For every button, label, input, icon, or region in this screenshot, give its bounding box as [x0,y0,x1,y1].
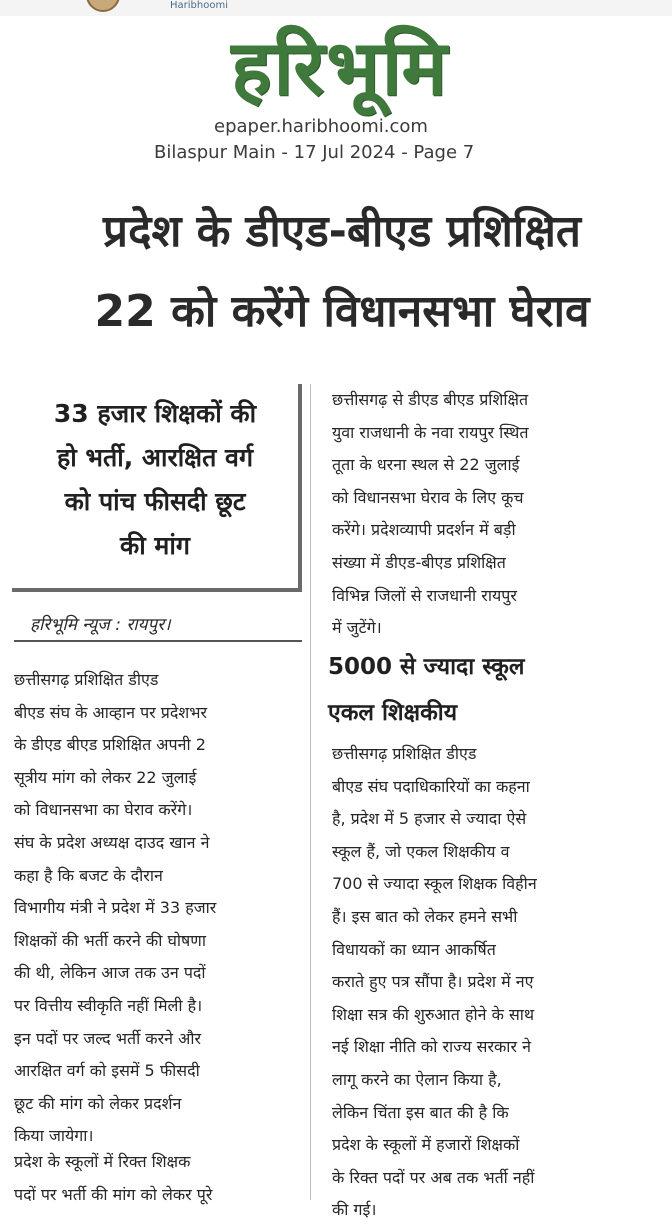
subhead-line: को पांच फीसदी छूट [64,487,246,516]
text-line: बीएड संघ पदाधिकारियों का कहना [332,776,530,796]
byline-divider [14,640,302,642]
text-line: को विधानसभा का घेराव करेंगे। [14,800,193,820]
byline: हरिभूमि न्यूज : रायपुर। [30,615,171,635]
text-line: प्रदेश के स्कूलों में हजारों शिक्षकों [332,1135,520,1155]
article-subhead [14,392,296,568]
text-line: लागू करने का ऐलान किया है, [332,1069,502,1089]
text-line: संख्या में डीएड-बीएड प्रशिक्षित [332,552,506,572]
column-divider [310,384,311,1200]
text-line: सूत्रीय मांग को लेकर 22 जुलाई [14,767,197,787]
right-column-paragraph-2 [332,738,652,1227]
article-headline [22,192,662,352]
epaper-url: epaper.haribhoomi.com [214,116,428,137]
text-line: नई शिक्षा नीति को राज्य सरकार ने [332,1037,531,1057]
text-line: छत्तीसगढ़ से डीएड बीएड प्रशिक्षित [332,390,529,409]
text-line: में जुटेंगे। [332,618,382,638]
newspaper-masthead [0,16,672,116]
right-column-paragraph-1 [332,384,652,645]
profile-avatar[interactable] [86,0,120,12]
story-top-bar [0,0,672,16]
text-line: बीएड संघ के आव्हान पर प्रदेशभर [14,702,208,722]
headline-line-2: 22 को करेंगे विधानसभा घेराव [94,286,590,337]
text-line: को विधानसभा घेराव के लिए कूच [332,487,524,507]
subhead-line: 33 हजार शिक्षकों की [53,399,257,428]
text-line: तूता के धरना स्थल से 22 जुलाई [332,455,520,475]
text-line: युवा राजधानी के नवा रायपुर स्थित [332,422,529,442]
text-line: संघ के प्रदेश अध्यक्ष दाउद खान ने [14,832,210,852]
text-line: 5000 से ज्यादा स्कूल [328,654,525,680]
text-line: कराते हुए पत्र सौंपा है। प्रदेश में नए [332,972,534,992]
text-line: इन पदों पर जल्द भर्ती करने और [14,1028,202,1048]
newspaper-logo: हरिभूमि [231,23,449,112]
text-line: विभिन्न जिलों से राजधानी रायपुर [332,585,517,605]
text-line: किया जायेगा। [14,1126,94,1146]
text-line: कहा है कि बजट के दौरान [14,865,163,885]
text-line: 700 से ज्यादा स्कूल शिक्षक विहीन [332,874,537,894]
text-line: के रिक्त पदों पर अब तक भर्ती नहीं [332,1167,535,1187]
text-line: पर वित्तीय स्वीकृति नहीं मिली है। [14,995,203,1015]
text-line: की गई। [332,1200,377,1220]
text-line: आरक्षित वर्ग को इसमें 5 फीसदी [14,1061,200,1081]
left-column-paragraph-1 [14,664,304,1153]
subhead-line: हो भर्ती, आरक्षित वर्ग [56,443,254,472]
text-line: छत्तीसगढ़ प्रशिक्षित डीएड [332,744,477,763]
subhead-line: की मांग [120,531,190,560]
text-line: के डीएड बीएड प्रशिक्षित अपनी 2 [14,735,206,755]
text-line: छूट की मांग को लेकर प्रदर्शन [14,1093,182,1113]
text-line: करेंगे। प्रदेशव्यापी प्रदर्शन में बड़ी [332,520,516,540]
text-line: स्कूल हैं, जो एकल शिक्षकीय व [332,841,510,861]
text-line: प्रदेश के स्कूलों में रिक्त शिक्षक [14,1152,191,1171]
text-line: पदों पर भर्ती की मांग को लेकर पूरे [14,1184,213,1204]
section-subhead [328,644,658,736]
text-line: एकल शिक्षकीय [328,700,458,726]
edition-info: Bilaspur Main - 17 Jul 2024 - Page 7 [154,142,475,163]
text-line: लेकिन चिंता इस बात की है कि [332,1102,509,1122]
text-line: विधायकों का ध्यान आकर्षित [332,939,496,959]
text-line: है, प्रदेश में 5 हजार से ज्यादा ऐसे [332,809,527,829]
left-column-paragraph-2 [14,1146,304,1211]
headline-line-1: प्रदेश के डीएड-बीएड प्रशिक्षित [103,206,581,257]
text-line: की थी, लेकिन आज तक उन पदों [14,963,206,983]
text-line: शिक्षकों की भर्ती करने की घोषणा [14,930,207,950]
text-line: विभागीय मंत्री ने प्रदेश में 33 हजार [14,898,217,918]
profile-name[interactable]: Haribhoomi [170,0,228,11]
text-line: शिक्षा सत्र की शुरुआत होने के साथ [332,1004,535,1024]
text-line: छत्तीसगढ़ प्रशिक्षित डीएड [14,670,159,689]
text-line: हैं। इस बात को लेकर हमने सभी [332,906,518,926]
